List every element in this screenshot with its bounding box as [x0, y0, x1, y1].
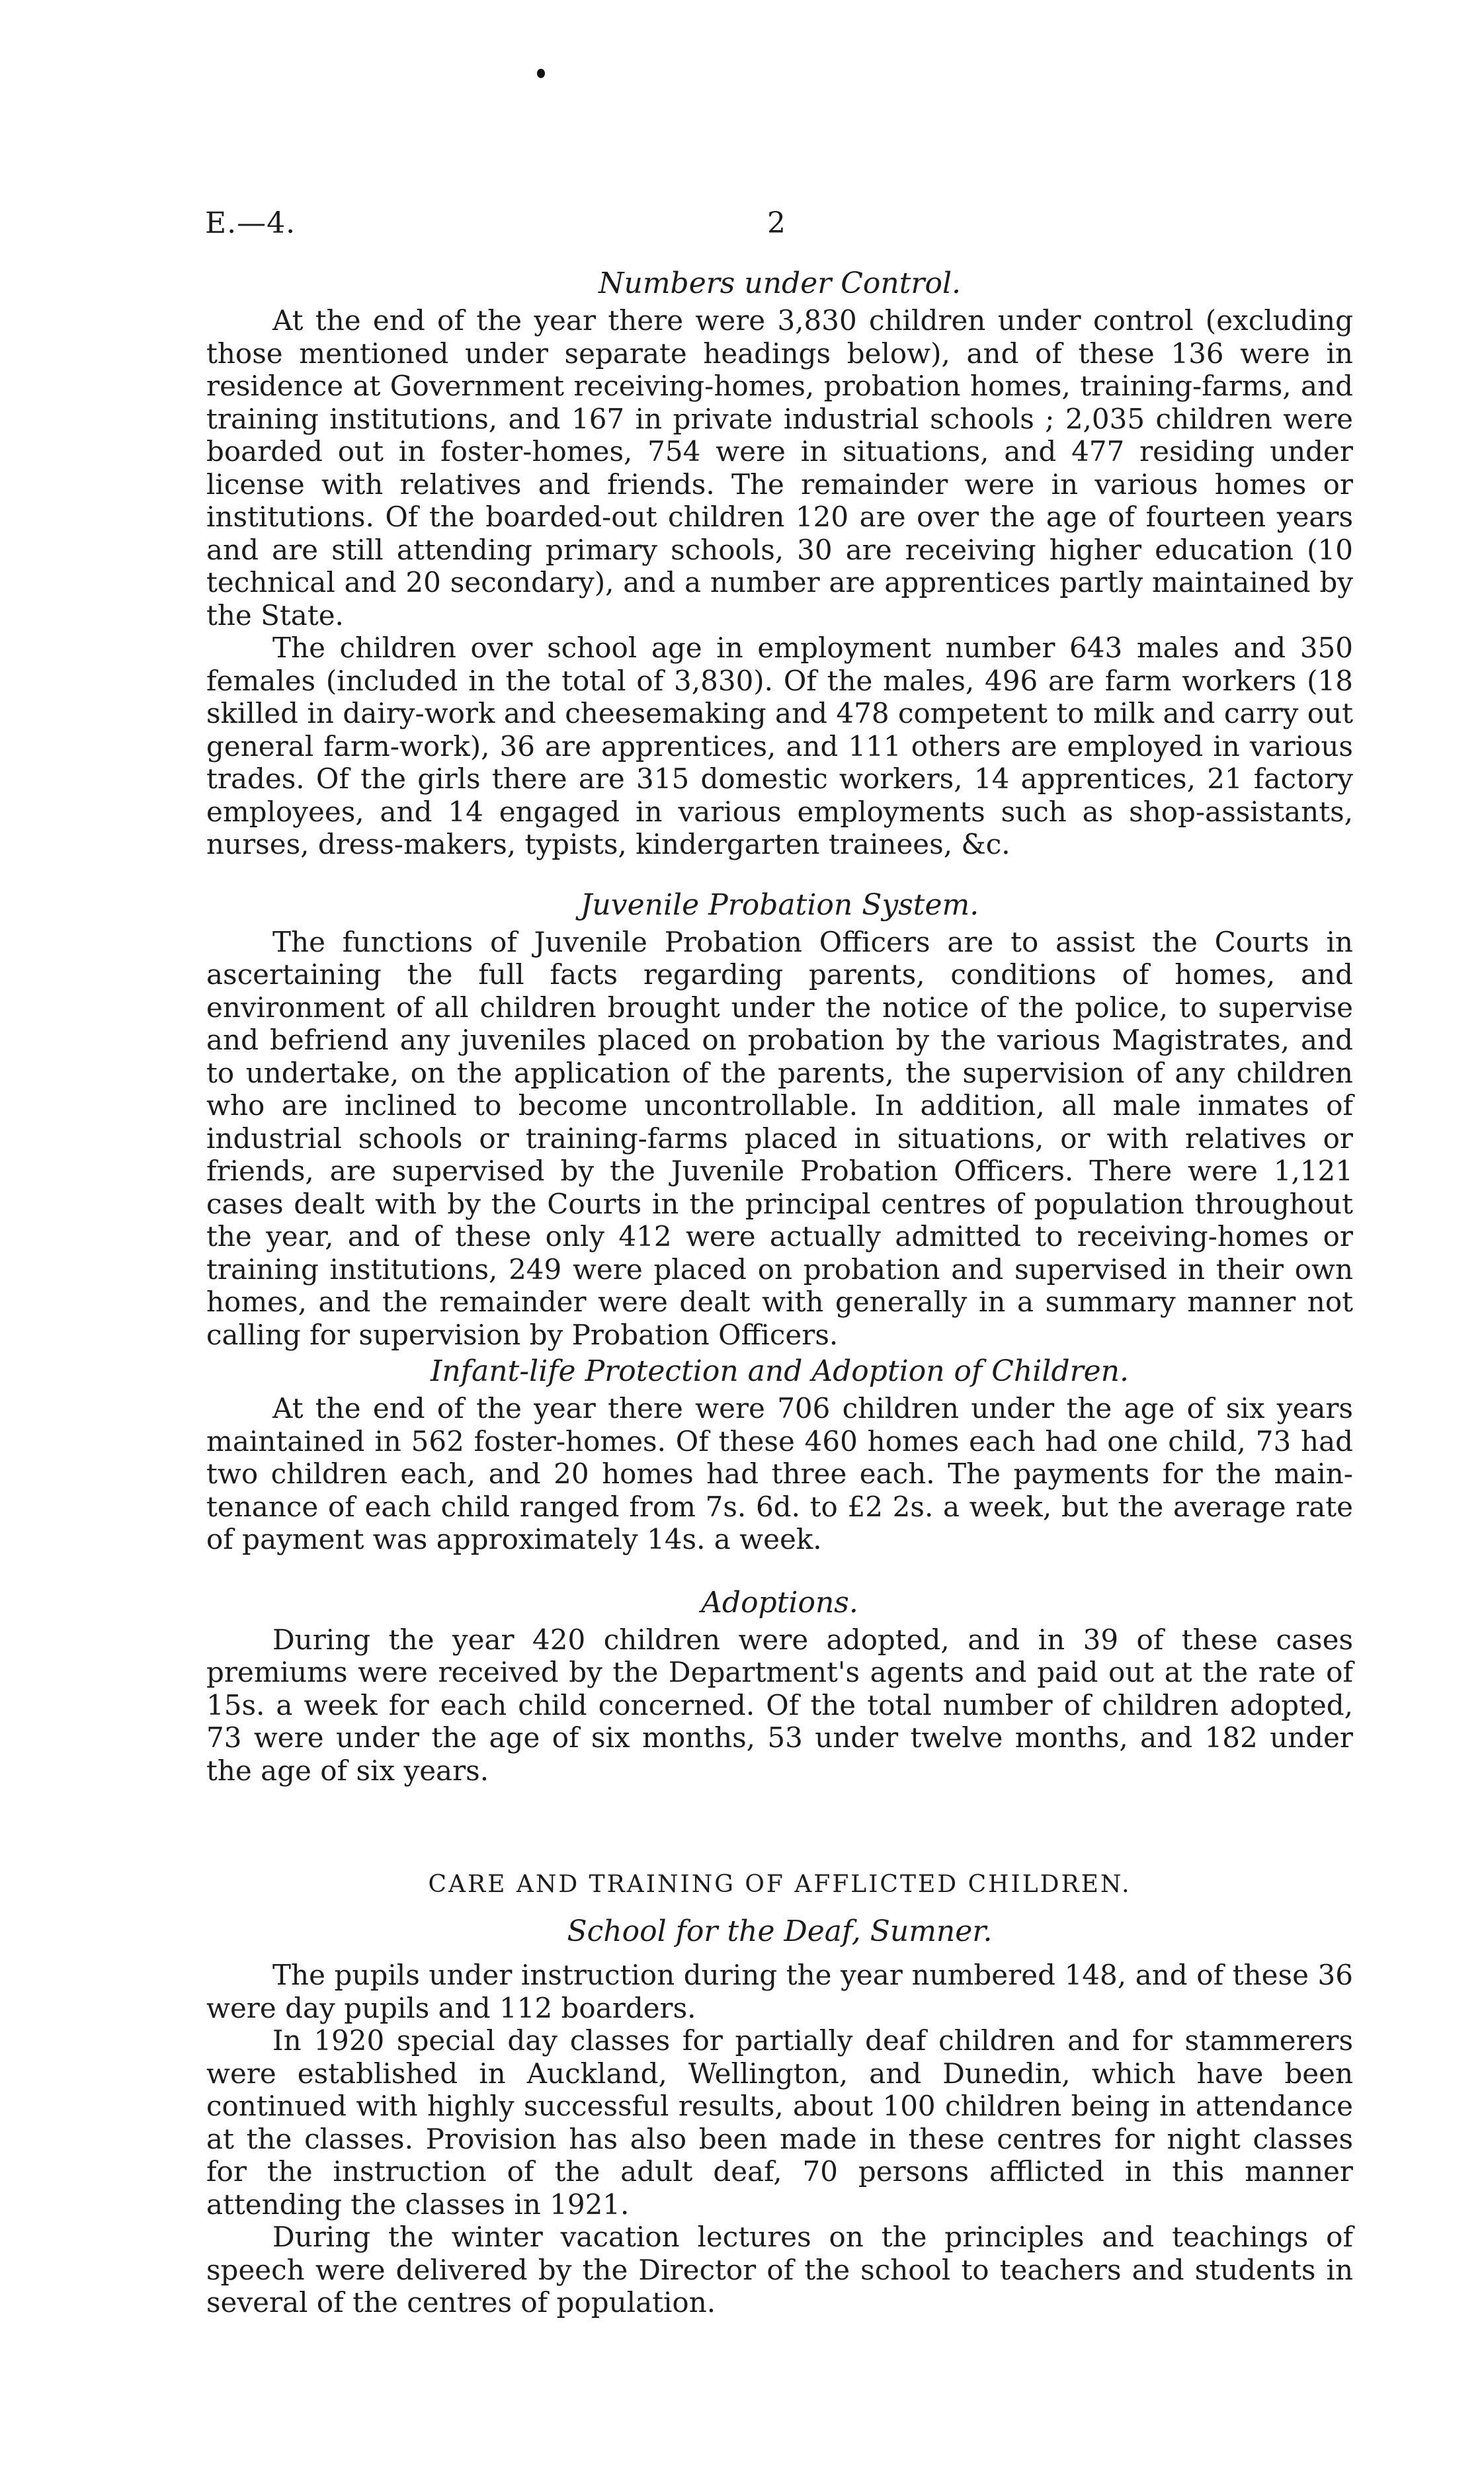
paragraph: The pupils under instruction during the year numbered 148, and of these 36 were day pupils and 112 boarders. — [206, 1959, 1353, 2024]
paragraph: In 1920 special day classes for partially deaf children and for stammerers were established in Auckland, Wellington, and Dunedin, which have been continued with highly successful results, about 100 children being in attendance at the classes. Provision has also been made in these centres for night classes for the instruction of the adult deaf, 70 persons afflicted in this manner attending the classes in 1921. — [206, 2024, 1353, 2221]
report-code: E.—4. — [205, 206, 296, 240]
ink-speck — [537, 69, 545, 78]
section-heading-infant-life-protection: Infant-life Protection and Adoption of Children. — [431, 1354, 1129, 1388]
paragraph: During the year 420 children were adopted, and in 39 of these cases premiums were received by the Department's agents and paid out at the rate of 15s. a week for each child concerned. Of the total number of children adopted, 73 were under the age of six months, 53 under twelve months, and 182 under the age of six years. — [206, 1623, 1353, 1787]
page-number: 2 — [767, 206, 786, 240]
section-heading-juvenile-probation: Juvenile Probation System. — [580, 887, 979, 922]
paragraph: During the winter vacation lectures on the principles and teachings of speech were delivered by the Director of the school to teachers and students in several of the centres of population. — [206, 2221, 1353, 2319]
paragraph: The children over school age in employment number 643 males and 350 females (included in the total of 3,830). Of the males, 496 are farm workers (18 skilled in dairy-work and cheesemaking and 478 competent to milk and carry out general farm-work), 36 are apprentices, and 111 others are employed in various trades. Of the girls there are 315 domestic workers, 14 apprentices, 21 factory employees, and 14 engaged in various employments such as shop-assistants, nurses, dress-makers, typists, kindergarten trainees, &c. — [206, 632, 1353, 860]
section-heading-school-for-the-deaf: School for the Deaf, Sumner. — [567, 1914, 993, 1948]
page-body — [206, 263, 1353, 2319]
paragraph: At the end of the year there were 3,830 children under control (excluding those mentioned under separate headings below), and of these 136 were in residence at Government receiving-homes, probation homes, training-farms, and training institutions, and 167 in private industrial schools ; 2,035 children were boarded out in foster-homes, 754 were in situations, and 477 residing under license with relatives and friends. The remainder were in various homes or institutions. Of the boarded-out children 120 are over the age of fourteen years and are still attending primary schools, 30 are receiving higher education (10 technical and 20 secondary), and a number are apprentices partly maintained by the State. — [206, 304, 1353, 632]
section-heading-numbers-under-control: Numbers under Control. — [598, 267, 962, 300]
section-heading-adoptions: Adoptions. — [701, 1585, 858, 1620]
paragraph: At the end of the year there were 706 children under the age of six years maintained in 562 foster-homes. Of these 460 homes each had one child, 73 had two children each, and 20 homes had three each. The payments for the main-tenance of each child ranged from 7s. 6d. to £2 2s. a week, but the average rate of payment was approximately 14s. a week. — [206, 1392, 1353, 1555]
paragraph: The functions of Juvenile Probation Officers are to assist the Courts in ascertaining the full facts regarding parents, conditions of homes, and environment of all children brought under the notice of the police, to supervise and befriend any juveniles placed on probation by the various Magistrates, and to undertake, on the application of the parents, the supervision of any children who are inclined to become uncontrollable. In addition, all male inmates of industrial schools or training-farms placed in situations, or with relatives or friends, are supervised by the Juvenile Probation Officers. There were 1,121 cases dealt with by the Courts in the principal centres of population throughout the year, and of these only 412 were actually admitted to receiving-homes or training institutions, 249 were placed on probation and supervised in their own homes, and the remainder were dealt with generally in a summary manner not calling for supervision by Probation Officers. — [206, 925, 1353, 1351]
major-heading-afflicted-children: CARE AND TRAINING OF AFFLICTED CHILDREN. — [428, 1871, 1132, 1898]
